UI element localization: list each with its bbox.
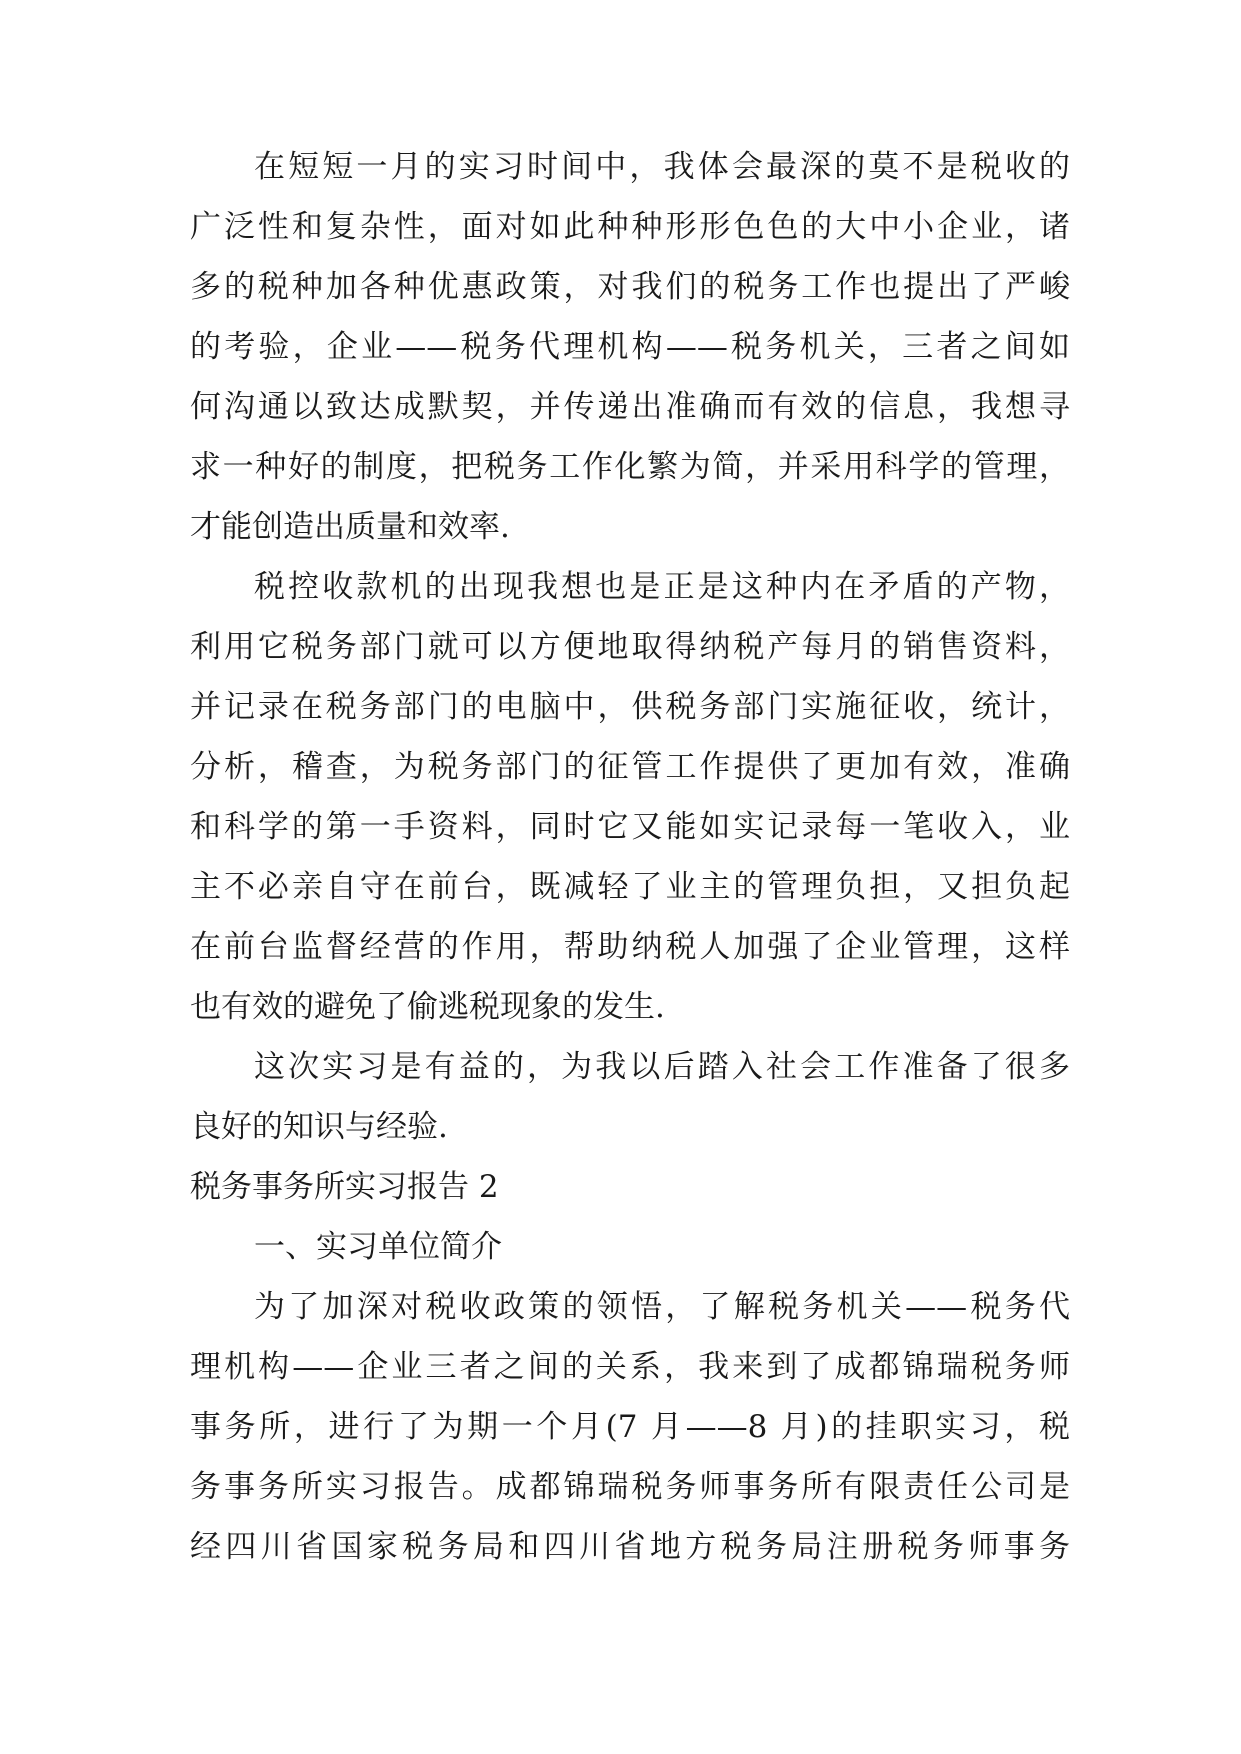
text-line: 也有效的避免了偷逃税现象的发生. (190, 989, 665, 1025)
text-line: 在前台监督经营的作用，帮助纳税人加强了企业管理，这样 (190, 929, 1070, 965)
text-line: 在短短一月的实习时间中，我体会最深的莫不是税收的 (254, 149, 1070, 185)
text-line: 何沟通以致达成默契，并传递出准确而有效的信息，我想寻 (190, 389, 1070, 425)
paragraph-1 (190, 137, 1070, 557)
text-line: 经四川省国家税务局和四川省地方税务局注册税务师事务 (190, 1529, 1070, 1565)
text-line: 理机构——企业三者之间的关系，我来到了成都锦瑞税务师 (190, 1349, 1070, 1385)
text-line: 的考验，企业——税务代理机构——税务机关，三者之间如 (190, 329, 1070, 365)
text-line: 事务所，进行了为期一个月(7 月——8 月)的挂职实习，税 (190, 1409, 1070, 1445)
subheading: 一、实习单位简介 (254, 1229, 502, 1265)
text-line: 这次实习是有益的，为我以后踏入社会工作准备了很多 (254, 1049, 1070, 1085)
text-line: 主不必亲自守在前台，既减轻了业主的管理负担，又担负起 (190, 869, 1070, 905)
text-line: 为了加深对税收政策的领悟，了解税务机关——税务代 (254, 1289, 1070, 1325)
text-line: 利用它税务部门就可以方便地取得纳税产每月的销售资料， (190, 629, 1070, 665)
text-line: 求一种好的制度，把税务工作化繁为简，并采用科学的管理， (190, 449, 1070, 485)
text-line: 良好的知识与经验. (190, 1109, 448, 1145)
text-line: 务事务所实习报告。成都锦瑞税务师事务所有限责任公司是 (190, 1469, 1070, 1505)
text-line: 税控收款机的出现我想也是正是这种内在矛盾的产物， (254, 569, 1070, 605)
text-line: 才能创造出质量和效率. (190, 509, 510, 545)
subheading-block (190, 1217, 1070, 1277)
paragraph-intro (190, 1277, 1070, 1577)
text-line: 多的税种加各种优惠政策，对我们的税务工作也提出了严峻 (190, 269, 1070, 305)
text-line: 和科学的第一手资料，同时它又能如实记录每一笔收入，业 (190, 809, 1070, 845)
text-line: 并记录在税务部门的电脑中，供税务部门实施征收，统计， (190, 689, 1070, 725)
section-title: 税务事务所实习报告 2 (190, 1169, 499, 1205)
text-line: 广泛性和复杂性，面对如此种种形形色色的大中小企业，诸 (190, 209, 1070, 245)
paragraph-3 (190, 1037, 1070, 1157)
text-line: 分析，稽查，为税务部门的征管工作提供了更加有效，准确 (190, 749, 1070, 785)
section-title-block (190, 1157, 1070, 1217)
paragraph-2 (190, 557, 1070, 1037)
